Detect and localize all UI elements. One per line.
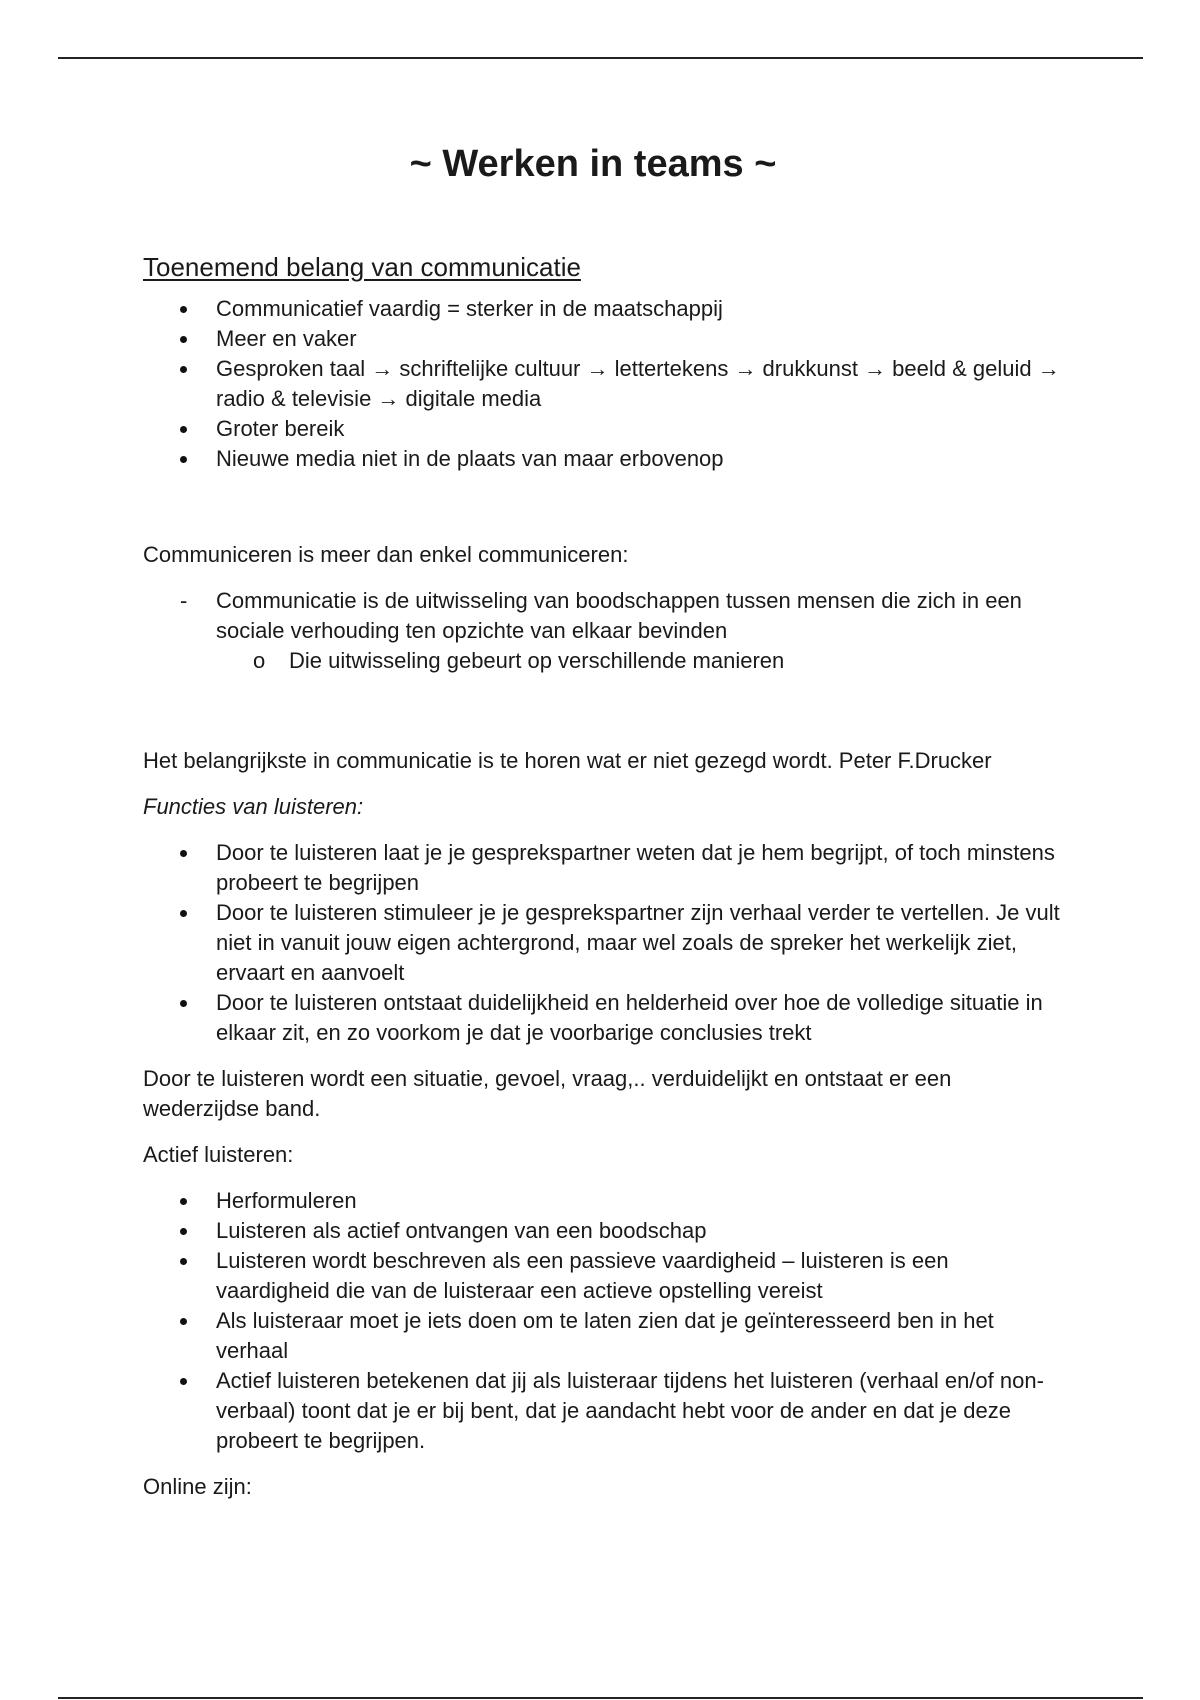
drucker-quote: Het belangrijkste in communicatie is te horen wat er niet gezegd wordt. Peter F.Drucker [143,748,992,773]
list-item: Meer en vaker [216,324,1063,354]
communiceren-intro: Communiceren is meer dan enkel communiceren: [143,542,629,567]
online-heading: Online zijn: [143,1474,252,1499]
bottom-rule [58,1697,1143,1699]
luisteren-paragraph: Door te luisteren wordt een situatie, gevoel, vraag,.. verduidelijkt en ontstaat er een wederzijdse band. [143,1066,952,1121]
list-item: Door te luisteren laat je je gesprekspartner weten dat je hem begrijpt, of toch minstens probeert te begrijpen [216,838,1063,898]
list-item: Luisteren als actief ontvangen van een boodschap [216,1216,1063,1246]
communicatie-bullet-list [143,294,1063,474]
page-title: ~ Werken in teams ~ [409,143,777,185]
top-rule [58,57,1143,59]
list-item: Actief luisteren betekenen dat jij als luisteraar tijdens het luisteren (verhaal en/of non-verbaal) toont dat je er bij bent, dat je aandacht hebt voor de ander en dat je deze probeert te begrijpen. [216,1366,1063,1456]
sub-list [216,646,1063,676]
dash-item-text: Communicatie is de uitwisseling van boodschappen tussen mensen die zich in een sociale verhouding ten opzichte van elkaar bevinden [216,588,1022,643]
document-body [143,140,1063,1502]
actief-bullet-list [143,1186,1063,1456]
list-item: Als luisteraar moet je iets doen om te laten zien dat je geïnteresseerd ben in het verhaal [216,1306,1063,1366]
section-heading-communicatie: Toenemend belang van communicatie [143,252,581,282]
list-item: Door te luisteren ontstaat duidelijkheid en helderheid over hoe de volledige situatie in elkaar zit, en zo voorkom je dat je voorbarige conclusies trekt [216,988,1063,1048]
functies-bullet-list [143,838,1063,1048]
list-item: Gesproken taal → schriftelijke cultuur → lettertekens → drukkunst → beeld & geluid → radio & televisie → digitale media [216,354,1063,414]
list-item: Door te luisteren stimuleer je je gesprekspartner zijn verhaal verder te vertellen. Je vult niet in vanuit jouw eigen achtergrond, maar wel zoals de spreker het werkelijk ziet, ervaart en aanvoelt [216,898,1063,988]
functies-heading: Functies van luisteren: [143,794,364,819]
list-item: Communicatief vaardig = sterker in de maatschappij [216,294,1063,324]
list-item: Groter bereik [216,414,1063,444]
list-item: Luisteren wordt beschreven als een passieve vaardigheid – luisteren is een vaardigheid die van de luisteraar een actieve opstelling vereist [216,1246,1063,1306]
sub-list-item: o Die uitwisseling gebeurt op verschillende manieren [289,646,1063,676]
list-item: Nieuwe media niet in de plaats van maar erbovenop [216,444,1063,474]
communiceren-dash-list [143,586,1063,676]
actief-heading: Actief luisteren: [143,1142,294,1167]
list-item [216,586,1063,676]
list-item: Herformuleren [216,1186,1063,1216]
